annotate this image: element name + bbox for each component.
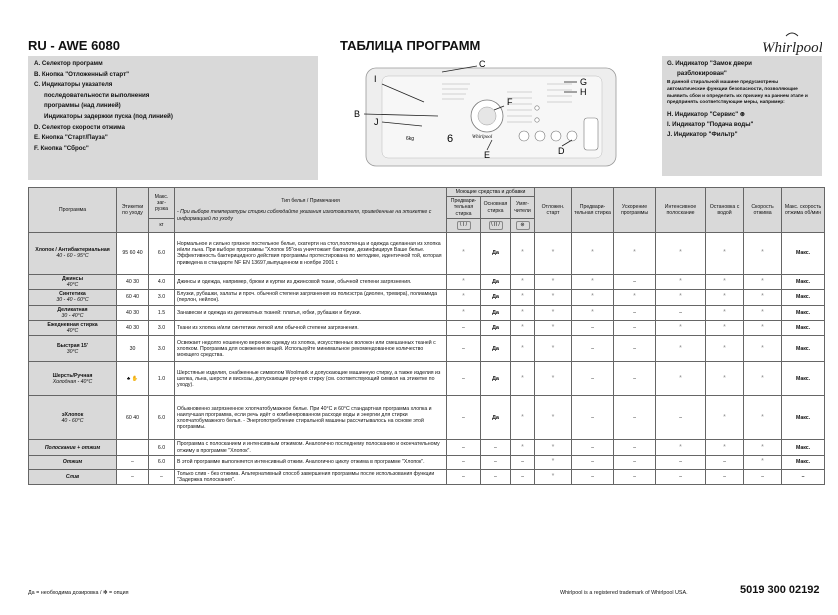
option-cell: * [511,396,535,440]
care-label-cell: 30 [117,336,149,362]
option-cell: – [614,396,656,440]
option-cell: * [706,232,744,274]
legend-h: H. Индикатор "Сервис" ⊛ [667,111,746,119]
description-cell: Джинсы и одежда, например, брюки и куртки из джинсовой ткани, обычной степени загрязнения. [175,274,447,289]
option-cell: * [706,274,744,289]
th-max-spin: Макс. скорость отжима об/мин [782,188,825,233]
label-e: E [484,150,491,160]
option-cell: * [744,290,782,305]
label-b: B [354,109,361,119]
option-cell: – [614,336,656,362]
legend-b: B. Кнопка "Отложенный старт" [34,70,130,78]
option-cell: – [447,362,481,396]
legend-a: A. Селектор программ [34,60,103,67]
option-cell: Да [481,290,511,305]
option-cell: – [572,362,614,396]
footer-legend: Да = необходима дозировка / ✻ = опция [28,590,129,596]
max-load-cell: 6.0 [149,396,175,440]
option-cell: * [744,362,782,396]
table-row [29,469,825,484]
description-cell: Освежает недолго ношенную верхнюю одежду из хлопка, искусственных волокон или смешанных тканей с хлопком. Программа для освежения вещей. Используйте минимальное рекомендованное количество моющего средства. [175,336,447,362]
panel-brand: Whirlpool [472,135,493,140]
legend-c-line3: программы (над линией) [44,102,121,110]
option-cell: – [481,469,511,484]
option-cell: – [572,321,614,336]
option-cell: * [535,321,572,336]
program-temp: 40°C [66,328,79,335]
option-cell: * [656,362,706,396]
max-spin-cell: Макс. [782,362,825,396]
footer-code: 5019 300 02192 [740,584,820,596]
care-label-cell: 95 60 40 [117,232,149,274]
program-temp: 30 - 40 - 60°C [56,297,89,304]
option-cell: * [744,305,782,320]
control-panel-diagram [332,54,660,178]
max-spin-cell: Макс. [782,232,825,274]
option-cell: * [447,290,481,305]
option-cell: * [744,440,782,455]
program-name-cell [29,469,117,484]
table-row [29,362,825,396]
option-cell: – [481,440,511,455]
care-label-cell: 60 40 [117,396,149,440]
option-cell: Да [481,274,511,289]
max-load-cell: 6.0 [149,232,175,274]
option-cell: – [656,396,706,440]
max-load-cell: 1.0 [149,362,175,396]
description-cell: Нормальное и сильно грязное постельное белье, скатерти на стол,полотенца и одежда сделанная из хлопка и/или льна. При выборе программы "Хлопок 95"она уничтожает бактерии, дезинфицируя Ваше белье. Эффективность бактерицидного действия программы протестирована по методике, идентичной той, которая приведена в стандарте NF EN 13697,выпущенном в ноябре 2001 г. [175,232,447,274]
legend-g: G. Индикатор "Замок двери [667,60,752,67]
option-cell: – [572,336,614,362]
description-cell: Только слив - без отжима. Альтернативный способ завершения программы после использования функции "Задержка полоскания". [175,469,447,484]
th-softener: Умяг-чители [511,197,535,219]
max-spin-cell: Макс. [782,396,825,440]
care-label-cell: 40 30 [117,305,149,320]
program-temp: 40 - 60 - 95°C [56,253,89,260]
care-label-cell: – [117,455,149,469]
program-name-cell [29,290,117,305]
th-type [175,188,447,233]
model-number: RU - AWE 6080 [28,38,120,53]
program-temp: 40°C [66,282,79,289]
max-spin-cell: Макс. [782,274,825,289]
option-cell: Да [481,396,511,440]
softener-compartment-icon: ⊛ [511,218,535,232]
option-cell: – [447,396,481,440]
option-cell: * [511,440,535,455]
th-rinse-hold: Остановка с водой [706,188,744,233]
option-cell: * [706,362,744,396]
option-cell: * [535,232,572,274]
max-spin-cell: Макс. [782,336,825,362]
th-program: Программа [29,188,117,233]
max-load-cell: 3.0 [149,336,175,362]
description-cell: Занавески и одежда из деликатных тканей: платья, юбки, рубашки и блузки. [175,305,447,320]
description-cell: В этой программе выполняется интенсивный отжим. Аналогично циклу отжима в программе "Хлопок". [175,455,447,469]
option-cell: * [511,321,535,336]
option-cell: – [656,305,706,320]
care-label-cell: 40 30 [117,321,149,336]
legend-f: F. Кнопка "Сброс" [34,144,89,152]
th-speedup: Ускорение программы [614,188,656,233]
compartment-2-icon: \ II / [481,218,511,232]
table-row [29,396,825,440]
program-name-cell [29,440,117,455]
legend-right [662,56,822,176]
page-title: ТАБЛИЦА ПРОГРАММ [340,38,481,53]
option-cell: – [511,455,535,469]
option-cell: Да [481,232,511,274]
option-cell: * [511,305,535,320]
legend-c-line2: последовательности выполнения [44,91,150,99]
legend-d: D. Селектор скорости отжима [34,123,125,131]
table-row [29,305,825,320]
th-kg: кг [149,218,175,232]
option-cell: – [511,469,535,484]
option-cell: * [614,232,656,274]
program-name: Отжим [62,459,83,466]
table-row [29,440,825,455]
label-d: D [558,146,565,156]
option-cell: – [706,455,744,469]
max-load-cell: 6.0 [149,440,175,455]
description-cell: Обыкновенно загрязненное хлопчатобумажное белье. При 40°C и 60°C стандартная программа хлопка и наилучшая программа, если речь идёт о комбинированном расходе воды и энергии для стирки хлопчатобумажного белья. - Энергопотребление стиральной машины рассчитывалось на основе этой программы. [175,396,447,440]
option-cell: – [656,469,706,484]
footer-trademark: Whirlpool is a registered trademark of Whirlpool USA. [560,590,688,596]
option-cell: * [656,336,706,362]
max-load-cell: 6.0 [149,455,175,469]
th-type-title: Тип белья / Примечания [281,198,340,205]
option-cell: – [614,469,656,484]
program-name: Слив [65,473,80,480]
option-cell: – [572,396,614,440]
th-detergents: Моющие средства и добавки [447,188,535,197]
option-cell: * [656,274,706,289]
description-cell: Ткани из хлопка и/или синтетики легкой или обычной степени загрязнения. [175,321,447,336]
option-cell: – [706,469,744,484]
option-cell: * [572,305,614,320]
program-temp: 30 - 40°C [61,312,84,319]
label-c: C [479,59,486,69]
care-label-cell: 40 30 [117,274,149,289]
option-cell: * [535,469,572,484]
option-cell: – [572,440,614,455]
label-f: F [507,97,513,107]
option-cell: – [614,274,656,289]
option-cell: * [535,290,572,305]
program-name: Быстрая 15' [56,342,89,349]
option-cell: * [511,362,535,396]
option-cell: * [656,440,706,455]
option-cell: * [572,290,614,305]
option-cell: – [614,305,656,320]
label-g: G [580,77,588,87]
program-name-cell [29,362,117,396]
option-cell: – [447,321,481,336]
table-row [29,321,825,336]
th-max-load: Макс. заг-рузка [149,188,175,219]
option-cell: – [481,455,511,469]
program-name: Деликатная [57,306,88,313]
table-row [29,290,825,305]
option-cell: * [744,336,782,362]
th-prewash-opt: Предвари-тельная стирка [572,188,614,233]
option-cell: * [572,274,614,289]
option-cell: * [535,336,572,362]
option-cell: * [535,455,572,469]
svg-text:Whirlpool: Whirlpool [762,40,822,56]
legend-j: J. Индикатор "Фильтр" [667,131,738,139]
option-cell: – [447,336,481,362]
care-label-cell: ♣ ✋ [117,362,149,396]
legend-e: E. Кнопка "Старт/Пауза" [34,134,108,142]
th-care-labels: Этикетки по уходу [117,188,149,233]
option-cell: * [706,290,744,305]
option-cell: * [572,232,614,274]
program-name-cell [29,396,117,440]
description-cell: Блузки, рубашки, халаты и проч. обычной степени загрязнения из полиэстра (диолен, тревира), полиамида (перлон, нейлон). [175,290,447,305]
option-cell: * [535,274,572,289]
max-spin-cell: Макс. [782,440,825,455]
option-cell: * [656,232,706,274]
option-cell: * [511,274,535,289]
program-temp: 40 - 60°C [61,417,84,424]
care-label-cell: – [117,469,149,484]
option-cell: * [535,362,572,396]
option-cell: * [535,396,572,440]
label-j: J [374,117,379,127]
max-spin-cell: Макс. [782,321,825,336]
table-row [29,455,825,469]
legend-c: C. Индикаторы указателя [34,81,113,89]
option-cell: * [535,305,572,320]
table-row [29,274,825,289]
label-h: H [580,87,587,97]
legend-i: I. Индикатор "Подача воды" [667,121,754,129]
program-name-cell [29,455,117,469]
option-cell: – [447,455,481,469]
th-delay: Отложен. старт [535,188,572,233]
program-name: эХлопок [61,411,84,418]
option-cell: * [447,232,481,274]
max-load-cell: – [149,469,175,484]
program-name: Шерсть/Ручная [52,372,93,379]
legend-g-line2: разблокирован" [677,70,727,77]
option-cell: * [614,290,656,305]
label-i: I [374,74,377,84]
max-spin-cell: Макс. [782,290,825,305]
program-name-cell [29,232,117,274]
option-cell: Да [481,305,511,320]
option-cell: * [447,274,481,289]
th-type-note: - При выборе температуры стирки соблюдайте указания изготовителя, приведенные на этикетке с информацией по уходу [177,209,432,222]
option-cell: * [706,336,744,362]
option-cell: * [535,440,572,455]
option-cell: * [706,440,744,455]
table-row [29,232,825,274]
option-cell: – [614,440,656,455]
program-name: Джинсы [61,275,83,282]
legend-c-line4: Индикаторы задержки пуска (под линией) [44,112,173,120]
max-spin-cell: – [782,469,825,484]
option-cell: * [744,396,782,440]
program-name-cell [29,336,117,362]
th-intensive-rinse: Интенсивное полоскание [656,188,706,233]
option-cell: * [447,305,481,320]
option-cell: Да [481,362,511,396]
option-cell: * [744,274,782,289]
program-name: Полоскание + отжим [44,444,101,451]
option-cell: Да [481,336,511,362]
legend-left [28,56,318,180]
option-cell: – [572,469,614,484]
max-spin-cell: Макс. [782,455,825,469]
description-cell: Шерстяные изделия, снабженные символом Woolmark и допускающие машинную стирку, а также изделия из шелка, льна, шерсти и вискозы, допускающие ручную стирку (см. соответствующий символ на этикетке по уходу). [175,362,447,396]
program-name-cell [29,305,117,320]
program-name: Синтетика [59,291,86,298]
option-cell: * [744,321,782,336]
kg-label: 6kg [406,136,415,142]
legend-note: В данной стиральной машине предусмотрены автоматические функции безопасности, позволяющие выявить сбои и определить их причину на раннем этапе и предпринять соответствующие меры, например: [667,80,808,106]
care-label-cell [117,440,149,455]
max-load-cell: 4.0 [149,274,175,289]
program-temp: Холодная - 40°C [52,378,93,385]
max-load-cell: 3.0 [149,321,175,336]
program-name: Хлопок / Антибактериальная [35,247,110,254]
whirlpool-logo [760,30,822,56]
option-cell: – [614,362,656,396]
option-cell: – [572,455,614,469]
option-cell: – [447,440,481,455]
option-cell: * [511,232,535,274]
program-name-cell [29,321,117,336]
program-name-cell [29,274,117,289]
compartment-1-icon: \ I / [447,218,481,232]
program-table [28,187,825,485]
option-cell: * [656,321,706,336]
option-cell: * [706,396,744,440]
program-name: Ежедневная стирка [47,322,98,329]
option-cell: * [744,455,782,469]
option-cell: * [511,290,535,305]
th-spin-speed: Скорость отжима [744,188,782,233]
spin-label: 6 [447,133,454,145]
care-label-cell: 60 40 [117,290,149,305]
option-cell: * [656,290,706,305]
option-cell: – [447,469,481,484]
option-cell: – [656,455,706,469]
program-temp: 30°C [66,348,79,355]
option-cell: – [614,321,656,336]
th-mainwash: Основная стирка [481,197,511,219]
option-cell: * [744,232,782,274]
max-load-cell: 1.5 [149,305,175,320]
table-row [29,336,825,362]
option-cell: – [744,469,782,484]
description-cell: Программа с полосканием и интенсивным отжимом. Аналогично последнему полосканию и окончательному отжиму в программе "Хлопок". [175,440,447,455]
max-spin-cell: Макс. [782,305,825,320]
option-cell: * [511,336,535,362]
th-prewash: Предвари-тельная стирка [447,197,481,219]
option-cell: * [706,305,744,320]
max-load-cell: 3.0 [149,290,175,305]
option-cell: – [614,455,656,469]
option-cell: Да [481,321,511,336]
option-cell: * [706,321,744,336]
